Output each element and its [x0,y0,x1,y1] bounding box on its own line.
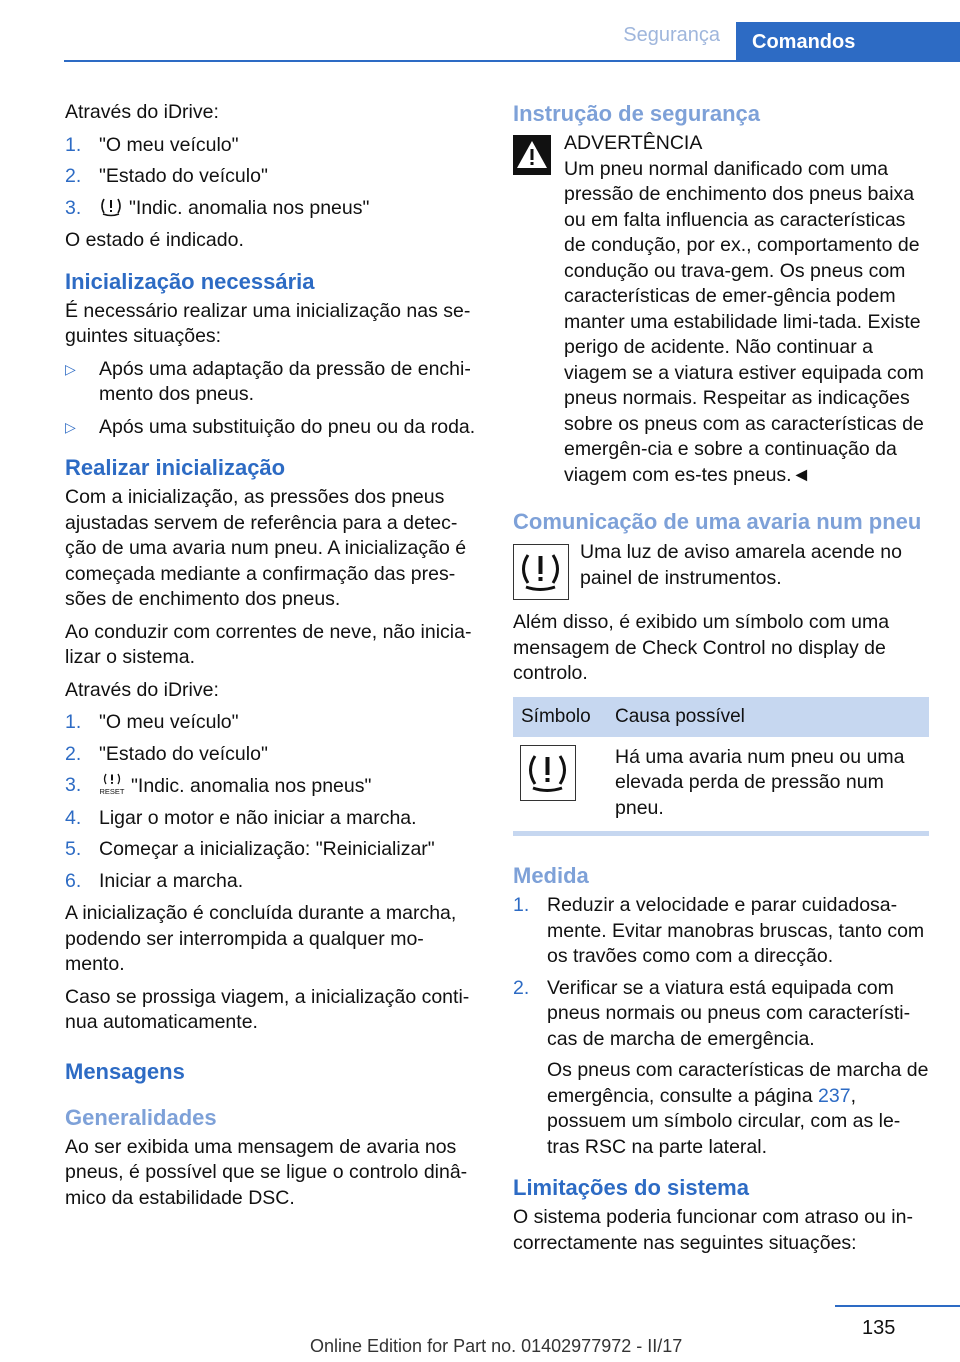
list-item: 1. Reduzir a velocidade e parar cuidadosa-mente. Evitar manobras bruscas, tanto com os travões como com a direcção. [513,894,925,967]
table-row [513,737,929,832]
table-bottom-rule [513,831,929,836]
list-item: 4. Ligar o motor e não iniciar a marcha. [65,806,417,829]
report-light-text: Uma luz de aviso amarela acende no painel de instrumentos. [580,541,902,589]
list-item: ▷ Após uma adaptação da pressão de enchi-mento dos pneus. [65,357,478,408]
symbol-table [513,697,929,832]
left-column [65,100,478,1218]
header-rule [64,60,960,62]
measure-list [513,893,929,1160]
heading-do-init: Realizar inicialização [65,455,286,480]
page-number: 135 [862,1317,896,1339]
list-item: ▷ Após uma substituição do pneu ou da roda. [65,415,478,441]
heading-init-needed: Inicialização necessária [65,268,315,294]
list-item: 3. "Indic. anomalia nos pneus" [65,196,370,219]
report-light-row [513,541,929,600]
tpms-symbol-icon [520,745,576,801]
general-text: Ao ser exibida uma mensagem de avaria nos pneus, é possível que se ligue o controlo dinâ-mico da estabilidade DSC. [65,1135,468,1209]
warning-block [513,131,929,488]
warning-triangle-icon [513,135,551,175]
col-cause-header: Causa possível [615,697,929,737]
heading-report: Comunicação de uma avaria num pneu [513,509,922,534]
list-item: 3. RESET "Indic. anomalia nos pneus" [65,774,372,797]
right-column [513,100,929,1263]
list-item: 1. "O meu veículo" [65,133,239,156]
heading-limits: Limitações do sistema [513,1175,749,1200]
steps-list-2 [65,710,478,894]
warning-label: ADVERTÊNCIA [564,132,703,154]
header-tab-active[interactable]: Comandos [736,22,960,62]
heading-general: Generalidades [65,1104,217,1130]
bullet-triangle-icon: ▷ [65,360,76,377]
tpms-warning-light-icon [513,544,569,600]
list-item: 2. "Estado do veículo" [65,742,268,765]
list-item: 2. "Estado do veículo" [65,165,268,187]
footer-edition: Online Edition for Part no. 01402977972 - II/17 [310,1336,683,1356]
via-idrive-1: Através do iDrive: [65,101,219,123]
tire-reset-icon [99,773,125,795]
list-item: 1. "O meu veículo" [65,711,239,733]
heading-safety: Instrução de segurança [513,101,760,126]
heading-measure: Medida [513,863,589,888]
init-bullets [65,357,478,441]
bullet-triangle-icon: ▷ [65,418,76,435]
list-item: 5. Começar a inicialização: "Reinicializar" [65,838,435,860]
init-needed-text: É necessário realizar uma inicialização nas se-guintes situações: [65,299,471,347]
tire-warning-icon [99,197,123,217]
footer-rule [835,1305,960,1307]
status-text: O estado é indicado. [65,229,244,251]
do-init-p1: Com a inicialização, as pressões dos pneus ajustadas servem de referência para a detec-ção de uma avaria num pneu. A inicialização é começada mediante a confirmação das pres-sões de enchimento dos pneus. [65,486,467,610]
do-init-p2: Ao conduzir com correntes de neve, não inicia-lizar o sistema. [65,620,472,668]
page-link[interactable]: 237 [818,1084,851,1107]
report-text: Além disso, é exibido um símbolo com uma mensagem de Check Control no display de controlo. [513,611,890,684]
list-item: 6. Iniciar a marcha. [65,869,244,892]
after-init-p2: Caso se prossiga viagem, a inicialização conti-nua automaticamente. [65,985,470,1033]
heading-messages: Mensagens [65,1058,185,1084]
limits-text: O sistema poderia funcionar com atraso ou in-correctamente nas seguintes situações: [513,1206,913,1254]
steps-list-1 [65,133,478,222]
svg-text:RESET: RESET [99,787,125,795]
after-init-p1: A inicialização é concluída durante a marcha, podendo ser interrompida a qualquer mo-mento. [65,902,457,975]
list-item: 2. Verificar se a viatura está equipada com pneus normais ou pneus com característi-cas de marcha de emergência. Os pneus com características de marcha de emergência, consulte a página 237, possuem um símbolo circular, com as le-tras RSC na parte lateral. [513,976,929,1158]
warning-text: Um pneu normal danificado com uma pressão de enchimento dos pneus baixa ou em falta influencia as características de condução, por ex., comportamento de condução ou trava-gem. Os pneus com características de emer-gência podem manter uma estabilidade limi-tada. Existe perigo de acidente. Não continuar a viagem se a viatura estiver equipada com pneus normais. Respeitar as indicações sobre os pneus com as características de emergên-cia e sobre a continuação da viagem com es-tes pneus.◄ [564,157,924,486]
via-idrive-2: Através do iDrive: [65,678,219,701]
header-section[interactable]: Segurança [623,24,720,46]
page-header [0,0,960,62]
col-symbol-header: Símbolo [513,697,615,737]
cause-cell: Há uma avaria num pneu ou uma elevada perda de pressão num pneu. [615,745,905,819]
